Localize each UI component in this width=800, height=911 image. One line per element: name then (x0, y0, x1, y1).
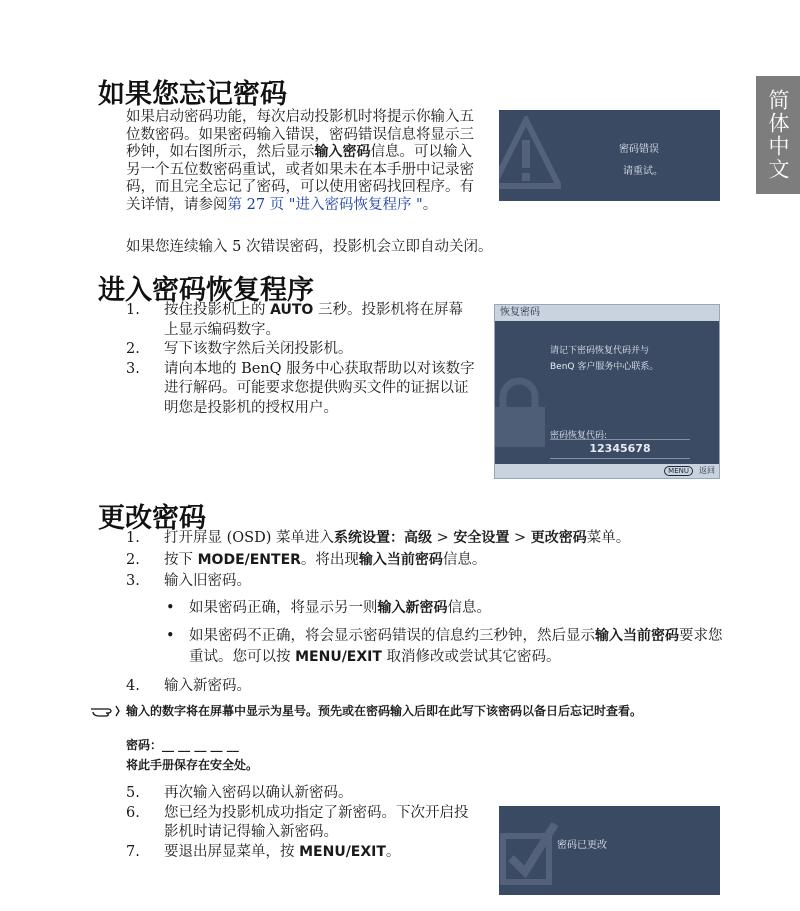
osd-recover-header: 恢复密码 (495, 305, 719, 321)
osd-recover-footer (495, 464, 719, 478)
change-step-6: 6. 您已经为投影机成功指定了新密码。下次开启投影机时请记得输入新密码。 (126, 804, 469, 840)
recovery-step-2: 2. 写下该数字然后关闭投影机。 (126, 341, 353, 357)
change-bullets (163, 598, 723, 668)
osd-password-error (499, 110, 720, 201)
keep-safe-note: 将此手册保存在安全处。 (126, 758, 259, 772)
page-27-link[interactable]: 第 27 页 "进入密码恢复程序 " (227, 196, 423, 213)
change-steps-b (126, 677, 766, 697)
pointing-hand-icon (90, 703, 120, 719)
lock-icon (494, 375, 549, 455)
warning-icon (499, 116, 561, 196)
change-steps-a (126, 529, 766, 592)
recovery-step-1: 1. 按住投影机上的 AUTO 三秒。投影机将在屏幕上显示编码数字。 (126, 302, 463, 338)
change-step-4: 4. 输入新密码。 (126, 678, 251, 694)
change-step-3: 3. 输入旧密码。 (126, 573, 251, 589)
osd-password-changed (499, 806, 720, 895)
osd-code-label: 密码恢复代码: (550, 431, 608, 441)
section-title-forgot-password: 如果您忘记密码 (98, 79, 287, 110)
change-step-5: 5. 再次输入密码以确认新密码。 (126, 785, 353, 801)
recovery-steps (126, 301, 476, 418)
change-step-7: 7. 要退出屏显菜单，按 MENU/EXIT。 (126, 843, 401, 860)
checkbox-check-icon (499, 814, 565, 894)
osd-recover-line2: BenQ 客户服务中心联系。 (550, 362, 659, 372)
password-record-line: 密码：__ __ __ __ __ (126, 738, 239, 752)
osd-back-label: 返回 (699, 466, 715, 475)
bullet-correct: • 如果密码正确，将显示另一则输入新密码信息。 (166, 600, 491, 616)
bullet-incorrect: • 如果密码不正确，将会显示密码错误的信息约三秒钟，然后显示输入当前密码要求您重试。您可以按 MENU/EXIT 取消修改或尝试其它密码。 (166, 628, 723, 665)
change-steps-c (126, 784, 481, 862)
osd-recovery-code: 12345678 (550, 439, 690, 459)
osd-menu-button: MENU (664, 466, 693, 476)
change-step-2: 2. 按下 MODE/ENTER。将出现输入当前密码信息。 (126, 551, 487, 568)
recovery-step-3: 3. 请向本地的 BenQ 服务中心获取帮助以对该数字进行解码。可能要求您提供购买文件的证据以证明您是投影机的授权用户。 (126, 360, 475, 416)
section-title-recovery: 进入密码恢复程序 (98, 275, 314, 306)
forgot-password-paragraph: 如果启动密码功能，每次启动投影机时将提示你输入五位数密码。如果密码输入错误，密码错误信息将显示三秒钟，如右图所示，然后显示输入密码信息。可以输入另一个五位数密码重试，或者如果未在本手册中记录密码，而且完全忘记了密码，可以使用密码找回程序。有关详情，请参阅第 27 页 "进入密码恢复程序 "。 (126, 109, 474, 213)
note-text: 输入的数字将在屏幕中显示为星号。预先或在密码输入后即在此写下该密码以备日后忘记时查看。 (126, 704, 643, 718)
note-row (90, 702, 790, 719)
osd-recover-password (494, 304, 720, 479)
auto-shutdown-note: 如果您连续输入 5 次错误密码，投影机会立即自动关闭。 (126, 239, 493, 255)
osd-recover-line1: 请记下密码恢复代码并与 (550, 346, 650, 356)
language-tab: 简体中文 (756, 76, 800, 194)
change-step-1: 1. 打开屏显 (OSD) 菜单进入系统设置：高级 > 安全设置 > 更改密码菜单。 (126, 530, 631, 546)
section-title-change-password: 更改密码 (98, 503, 206, 534)
osd-changed-text: 密码已更改 (557, 840, 607, 851)
osd-error-title: 密码错误 (619, 144, 659, 155)
osd-error-retry: 请重试。 (623, 166, 663, 177)
